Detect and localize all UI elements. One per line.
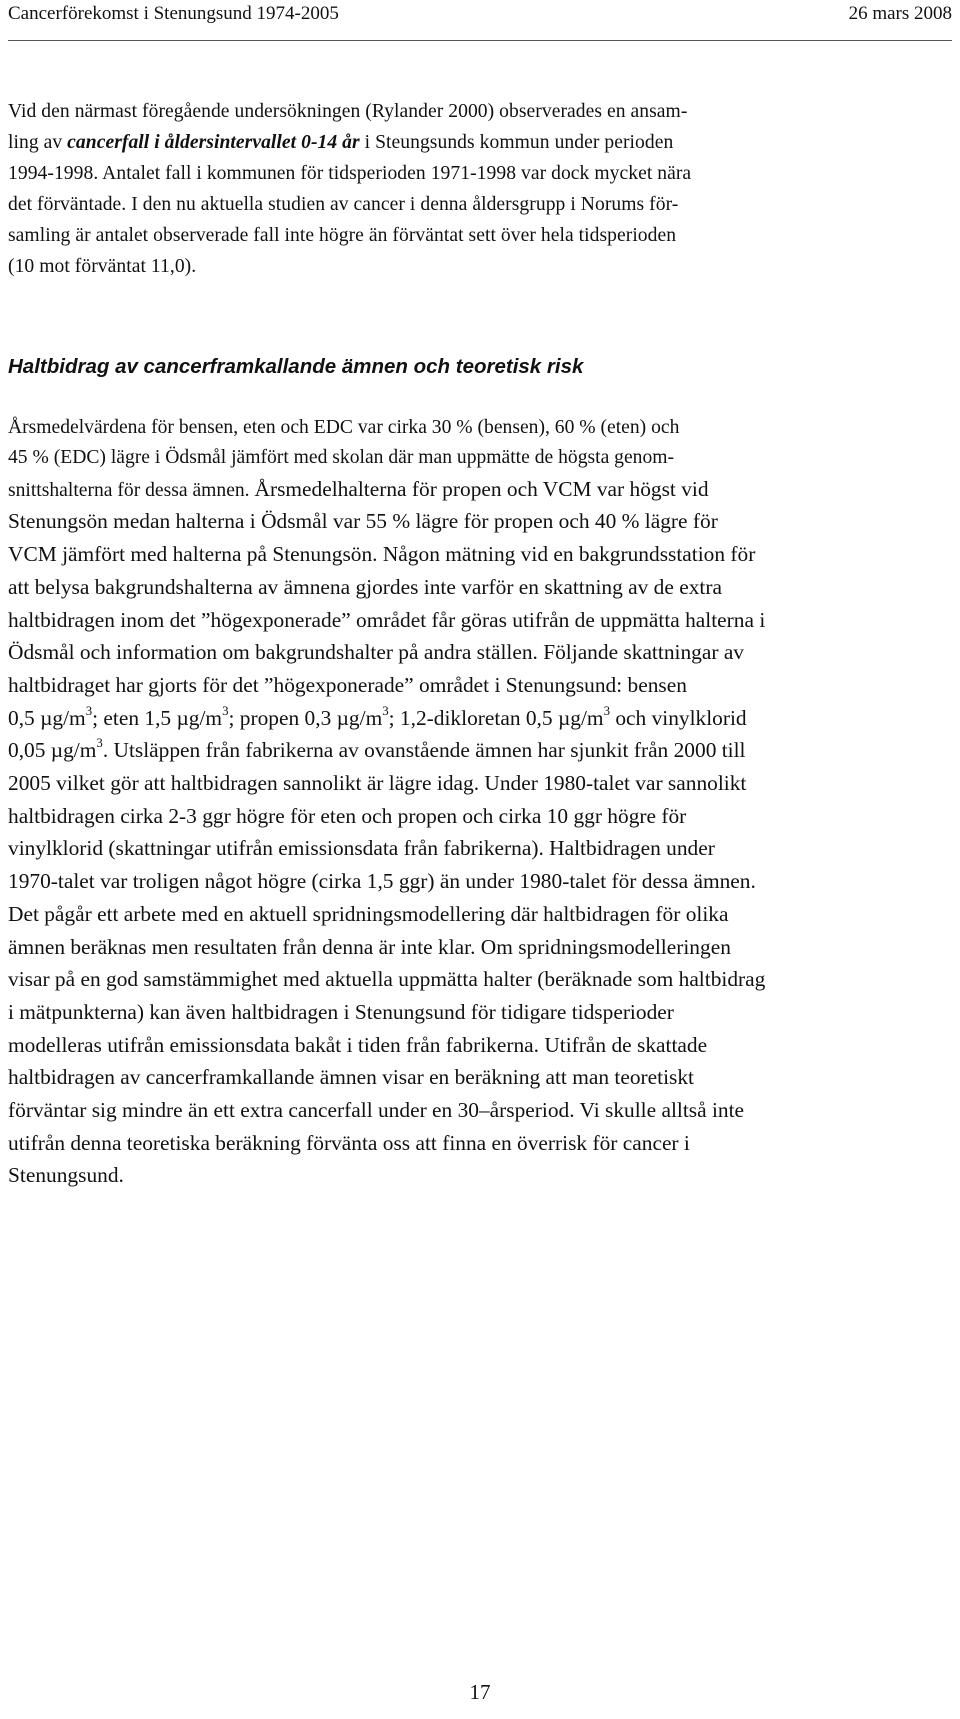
text-line: i mätpunkterna) kan även haltbidragen i Stenungsund för tidigare tidsperioder: [8, 999, 674, 1024]
text-line: det förväntade. I den nu aktuella studien av cancer i denna åldersgrupp i Norums för-: [8, 194, 679, 215]
text-line: snittshalterna för dessa ämnen.: [8, 479, 250, 501]
page-header: [8, 0, 952, 41]
intro-paragraph: [8, 96, 956, 282]
section-heading: Haltbidrag av cancerframkallande ämnen och teoretisk risk: [8, 355, 584, 378]
concentration-line: 0,05 $\mu g/m^3$. Utsläppen från fabrikerna av ovanstående ämnen har sjunkit från 2000 till: [8, 736, 746, 763]
text-line: samling är antalet observerade fall inte högre än förväntat sett över hela tidsperioden: [8, 225, 677, 246]
text-line: haltbidraget har gjorts för det ”högexponerade” området i Stenungsund: bensen: [8, 672, 687, 697]
text-line: modelleras utifrån emissionsdata bakåt i tiden från fabrikerna. Utifrån de skattade: [8, 1032, 708, 1057]
text-line: Ödsmål och information om bakgrundshalter på andra ställen. Följande skattningar av: [8, 640, 745, 665]
text-line: förväntar sig mindre än ett extra cancerfall under en 30–årsperiod. Vi skulle alltså inte: [8, 1098, 745, 1123]
text-line: Det pågår ett arbete med en aktuell spridningsmodellering där haltbidragen för olika: [8, 901, 729, 926]
text-line: utifrån denna teoretiska beräkning förvänta oss att finna en överrisk för cancer i: [8, 1130, 690, 1155]
body-paragraph-emissions: [8, 413, 956, 505]
text-line: visar på en god samstämmighet med aktuella uppmätta halter (beräknade som haltbidrag: [8, 967, 766, 992]
text-line: ämnen beräknas men resultaten från denna är inte klar. Om spridningsmodelleringen: [8, 934, 731, 959]
document-title: Cancerförekomst i Stenungsund 1974-2005: [8, 3, 339, 24]
text-line: i Steungsunds kommun under perioden: [359, 132, 674, 153]
text-line: 1970-talet var troligen något högre (cirka 1,5 ggr) än under 1980-talet för dessa ämnen.: [8, 869, 756, 894]
text-line: 45 % (EDC) lägre i Ödsmål jämfört med skolan där man uppmätte de högsta genom-: [8, 446, 675, 468]
text-line: Stenungsön medan halterna i Ödsmål var 55 % lägre för propen och 40 % lägre för: [8, 509, 718, 534]
text-line: att belysa bakgrundshalterna av ämnena gjordes inte varför en skattning av de extra: [8, 574, 722, 599]
text-line: 1994-1998. Antalet fall i kommunen för tidsperioden 1971-1998 var dock mycket nära: [8, 163, 692, 184]
text-line: Årsmedelhalterna för propen och VCM var högst vid: [254, 476, 709, 501]
emphasis-text: cancerfall i åldersintervallet 0-14 år: [67, 132, 360, 153]
text-line: 2005 vilket gör att haltbidragen sannolikt är lägre idag. Under 1980-talet var sannolikt: [8, 771, 747, 796]
text-line: Årsmedelvärdena för bensen, eten och EDC var cirka 30 % (bensen), 60 % (eten) och: [8, 417, 680, 438]
text-line: Vid den närmast föregående undersökningen (Rylander 2000) observerades en ansam-: [8, 101, 688, 122]
page-content: [8, 96, 956, 1192]
text-line: VCM jämfört med halterna på Stenungsön. Någon mätning vid en bakgrundsstation för: [8, 542, 756, 567]
text-line: ling av: [8, 132, 68, 153]
text-line: (10 mot förväntat 11,0).: [8, 256, 197, 277]
concentration-line: 0,5 $\mu g/m^3$; eten 1,5 $\mu g/m^3$; propen 0,3 $\mu g/m^3$; 1,2-dikloretan 0,5 $\mu g/m^3$ och vinylklorid: [8, 703, 747, 730]
text-line: Stenungsund.: [8, 1163, 124, 1188]
body-paragraph-risk: [8, 505, 956, 1192]
text-line: vinylklorid (skattningar utifrån emissionsdata från fabrikerna). Haltbidragen under: [8, 836, 715, 861]
text-line: haltbidragen inom det ”högexponerade” området får göras utifrån de uppmätta halterna i: [8, 607, 766, 632]
text-line: haltbidragen cirka 2-3 ggr högre för eten och propen och cirka 10 ggr högre för: [8, 803, 687, 828]
page-number: 17: [469, 1680, 491, 1704]
document-date: 26 mars 2008: [848, 3, 952, 24]
text-line: haltbidragen av cancerframkallande ämnen visar en beräkning att man teoretiskt: [8, 1065, 694, 1090]
